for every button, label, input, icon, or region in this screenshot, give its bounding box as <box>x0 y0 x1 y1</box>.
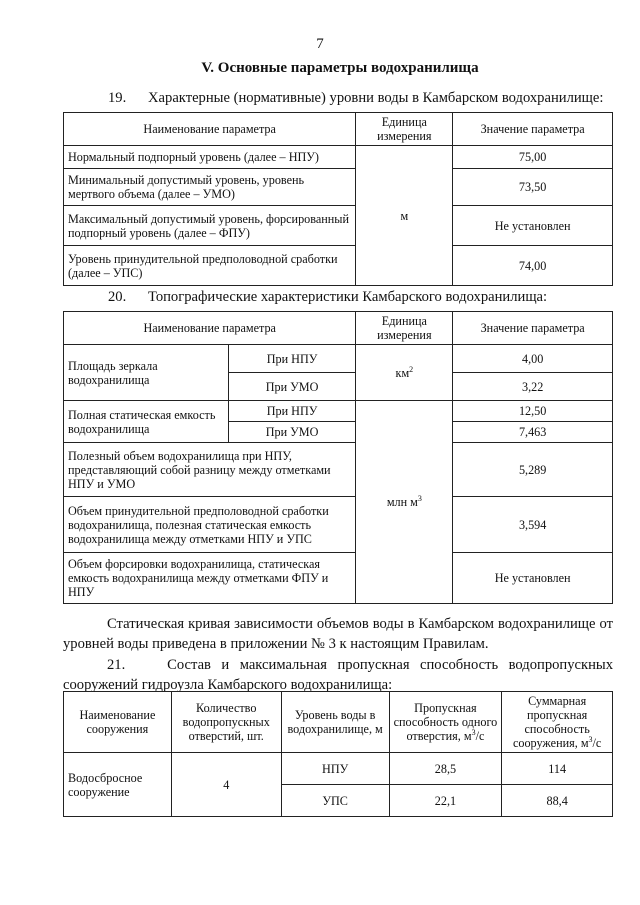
capacity-level: При УМО <box>228 422 356 443</box>
item-21-number: 21. <box>107 657 126 673</box>
header-unit: Единица измерения <box>356 113 453 146</box>
header-unit: Единица измерения <box>356 312 453 345</box>
level-name: Минимальный допустимый уровень, уровень мертвого объема (далее – УМО) <box>64 169 356 206</box>
capacity-value: 7,463 <box>453 422 613 443</box>
header-capacity-total: Суммарная пропускная способность сооружения, $м^3/с$ <box>502 692 613 753</box>
spill-capacity-total: 114 <box>502 753 613 785</box>
curve-paragraph: Статическая кривая зависимости объемов воды в Камбарском водохранилище от уровней воды приведена в приложении № 3 к настоящим Правилам. <box>63 616 613 652</box>
header-value: Значение параметра <box>453 312 613 345</box>
volume-name: Объем принудительной предполоводной сработки водохранилища, полезная статическая емкость водохранилища между отметками НПУ и УПС <box>64 497 356 553</box>
area-level: При УМО <box>228 373 356 401</box>
item-21-text: Состав и максимальная пропускная способность водопропускных сооружений гидроузла Камбарского водохранилища: <box>63 657 613 693</box>
level-value: 73,50 <box>453 169 613 206</box>
capacity-name: Полная статическая емкость водохранилища <box>64 401 229 443</box>
spill-capacity-one: 22,1 <box>389 785 502 817</box>
spill-level: НПУ <box>281 753 389 785</box>
structure-count: 4 <box>171 753 281 817</box>
item-20-number: 20. <box>108 289 127 305</box>
header-value: Значение параметра <box>453 113 613 146</box>
volume-name: Полезный объем водохранилища при НПУ, представляющий собой разницу между отметками НПУ и УМО <box>64 443 356 497</box>
area-level: При НПУ <box>228 345 356 373</box>
level-unit: м <box>356 146 453 286</box>
page-number: 7 <box>316 36 324 52</box>
header-level: Уровень воды в водохранилище, м <box>281 692 389 753</box>
area-value: 3,22 <box>453 373 613 401</box>
item-19-number: 19. <box>108 90 127 106</box>
spill-capacity-one: 28,5 <box>389 753 502 785</box>
header-count: Количество водопропускных отверстий, шт. <box>171 692 281 753</box>
header-structure: Наименование сооружения <box>64 692 172 753</box>
level-value: 75,00 <box>453 146 613 169</box>
area-unit: $км^2$ <box>356 345 453 401</box>
item-21-paragraph <box>63 655 613 695</box>
volume-value: 5,289 <box>453 443 613 497</box>
volume-value: 3,594 <box>453 497 613 553</box>
volume-name: Объем форсировки водохранилища, статическая емкость водохранилища между отметками ФПУ и НПУ <box>64 553 356 604</box>
level-name: Максимальный допустимый уровень, форсированный подпорный уровень (далее – ФПУ) <box>64 206 356 246</box>
spillway-table <box>63 691 613 817</box>
level-value: Не установлен <box>453 206 613 246</box>
section-title: V. Основные параметры водохранилища <box>201 60 479 76</box>
spill-capacity-total: 88,4 <box>502 785 613 817</box>
topography-table <box>63 311 613 604</box>
capacity-level: При НПУ <box>228 401 356 422</box>
item-19-text: Характерные (нормативные) уровни воды в Камбарском водохранилище: <box>148 90 604 106</box>
level-name: Нормальный подпорный уровень (далее – НПУ) <box>64 146 356 169</box>
item-20-text: Топографические характеристики Камбарского водохранилища: <box>148 289 548 305</box>
header-parameter: Наименование параметра <box>64 312 356 345</box>
levels-table <box>63 112 613 286</box>
level-name: Уровень принудительной предполоводной сработки (далее – УПС) <box>64 246 356 286</box>
volume-value: Не установлен <box>453 553 613 604</box>
header-capacity-one: Пропускная способность одного отверстия, $м^3/с$ <box>389 692 502 753</box>
area-name: Площадь зеркала водохранилища <box>64 345 229 401</box>
area-value: 4,00 <box>453 345 613 373</box>
header-parameter: Наименование параметра <box>64 113 356 146</box>
level-value: 74,00 <box>453 246 613 286</box>
capacity-value: 12,50 <box>453 401 613 422</box>
spill-level: УПС <box>281 785 389 817</box>
volume-unit: млн $м^3$ <box>356 401 453 604</box>
structure-name: Водосбросное сооружение <box>64 753 172 817</box>
